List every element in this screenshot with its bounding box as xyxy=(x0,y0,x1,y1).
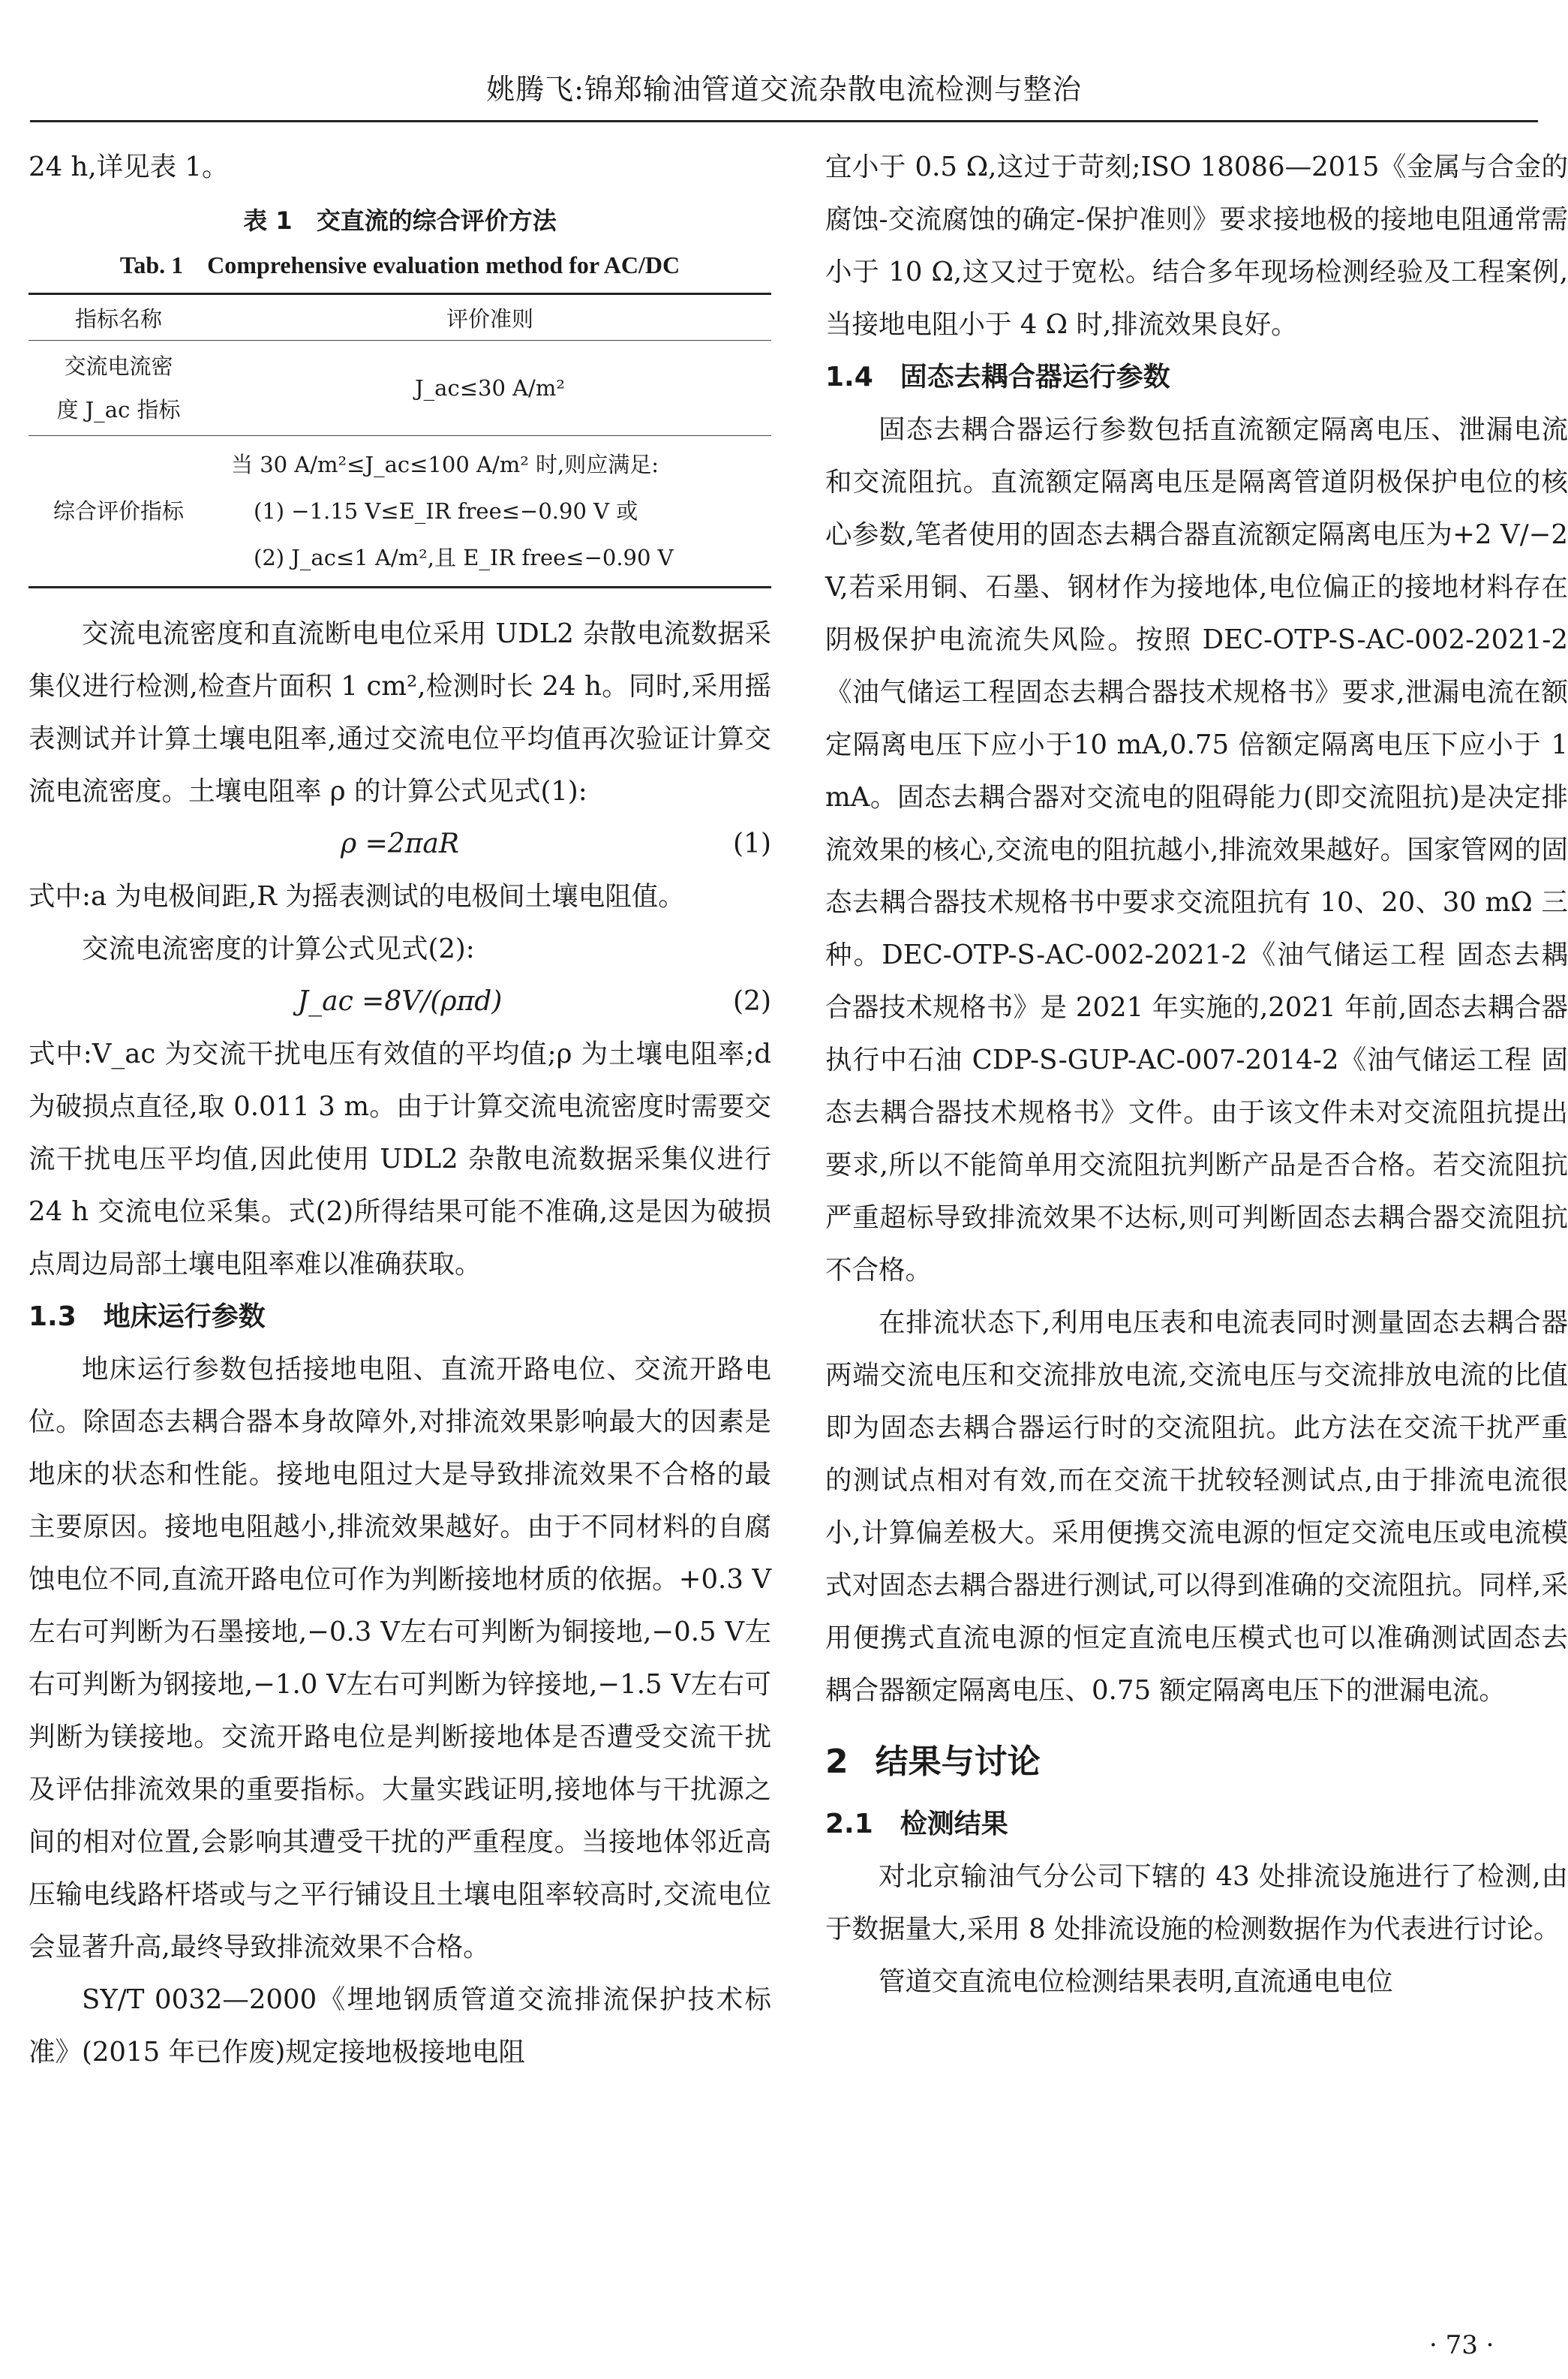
row2-criteria-line-1: 当 30 A/m²≤J_ac≤100 A/m² 时,则应满足: xyxy=(231,452,659,477)
table-row xyxy=(29,436,771,588)
paragraph: 地床运行参数包括接地电阻、直流开路电位、交流开路电位。除固态去耦合器本身故障外,对排流效果影响最大的因素是地床的状态和性能。接地电阻过大是导致排流效果不合格的最主要原因。接地电阻越小,排流效果越好。由于不同材料的自腐蚀电位不同,直流开路电位可作为判断接地材质的依据。+0.3 V左右可判断为石墨接地,−0.3 V左右可判断为铜接地,−0.5 V左右可判断为钢接地,−1.0 V左右可判断为锌接地,−1.5 V左右可判断为镁接地。交流开路电位是判断接地体是否遭受交流干扰及评估排流效果的重要指标。大量实践证明,接地体与干扰源之间的相对位置,会影响其遭受干扰的严重程度。当接地体邻近高压输电线路杆塔或与之平行铺设且土壤电阻率较高时,交流电位会显著升高,最终导致排流效果不合格。 xyxy=(29,1354,771,1962)
table-row xyxy=(29,341,771,436)
section-heading-2 xyxy=(825,1726,1568,1798)
table-caption-cn: 表 1 交直流的综合评价方法 xyxy=(243,206,557,235)
paragraph: 交流电流密度的计算公式见式(2): xyxy=(82,934,475,964)
formula-1-number: (1) xyxy=(733,829,771,859)
formula-2-expr: J_ac =8V/(ρπd) xyxy=(297,986,503,1017)
table-cell-criteria: J_ac≤30 A/m² xyxy=(415,375,565,401)
paragraph: 在排流状态下,利用电压表和电流表同时测量固态去耦合器两端交流电压和交流排放电流,交流电压与交流排放电流的比值即为固态去耦合器运行时的交流阻抗。此方法在交流干扰严重的测试点相对有效,而在交流干扰较轻测试点,由于排流电流很小,计算偏差极大。采用便携交流电源的恒定交流电压或电流模式对固态去耦合器进行测试,可以得到准确的交流阻抗。同样,采用便携式直流电源的恒定直流电压模式也可以准确测试固态去耦合器额定隔离电压、0.75 额定隔离电压下的泄漏电流。 xyxy=(825,1307,1568,1706)
paragraph: 式中:a 为电极间距,R 为摇表测试的电极间土壤电阻值。 xyxy=(29,881,685,912)
paragraph: 管道交直流电位检测结果表明,直流通电电位 xyxy=(879,1966,1393,1997)
section-heading-2-1 xyxy=(825,1798,1568,1851)
section-heading-1-3 xyxy=(29,1291,771,1343)
section-number: 2.1 xyxy=(825,1809,873,1839)
page-number: · 73 · xyxy=(1429,2330,1494,2360)
formula-1 xyxy=(29,818,771,871)
table-cell-name: 综合评价指标 xyxy=(53,498,184,524)
table-cell-criteria xyxy=(209,436,771,588)
section-number: 2 xyxy=(825,1743,849,1781)
paragraph: 式中:V_ac 为交流干扰电压有效值的平均值;ρ 为土壤电阻率;d 为破损点直径,取 0.011 3 m。由于计算交流电流密度时需要交流干扰电压平均值,因此使用 UDL2 杂散电流数据采集仪进行 24 h 交流电位采集。式(2)所得结果可能不准确,这是因为破损点周边局部土壤电阻率难以准确获取。 xyxy=(29,1039,771,1280)
running-header: 姚腾飞:锦郑输油管道交流杂散电流检测与整治 xyxy=(486,73,1082,106)
row1-name-line-b: 度 J_ac 指标 xyxy=(56,397,181,423)
paragraph: 固态去耦合器运行参数包括直流额定隔离电压、泄漏电流和交流阻抗。直流额定隔离电压是隔离管道阴极保护电位的核心参数,笔者使用的固态去耦合器直流额定隔离电压为+2 V/−2 V,若采用铜、石墨、钢材作为接地体,电位偏正的接地材料存在阴极保护电流流失风险。按照 DEC-OTP-S-AC-002-2021-2《油气储运工程固态去耦合器技术规格书》要求,泄漏电流在额定隔离电压下应小于10 mA,0.75 倍额定隔离电压下应小于 1 mA。固态去耦合器对交流电的阻碍能力(即交流阻抗)是决定排流效果的核心,交流电的阻抗越小,排流效果越好。国家管网的固态去耦合器技术规格书中要求交流阻抗有 10、20、30 mΩ 三种。DEC-OTP-S-AC-002-2021-2《油气储运工程 固态去耦合器技术规格书》是 2021 年实施的,2021 年前,固态去耦合器执行中石油 CDP-S-GUP-AC-007-2014-2《油气储运工程 固态去耦合器技术规格书》文件。由于该文件未对交流阻抗提出要求,所以不能简单用交流阻抗判断产品是否合格。若交流阻抗严重超标导致排流效果不达标,则可判断固态去耦合器交流阻抗不合格。 xyxy=(825,414,1568,1286)
paragraph: 交流电流密度和直流断电电位采用 UDL2 杂散电流数据采集仪进行检测,检查片面积 1 cm²,检测时长 24 h。同时,采用摇表测试并计算土壤电阻率,通过交流电位平均值再次验证计算交流电流密度。土壤电阻率 ρ 的计算公式见式(1): xyxy=(29,618,771,807)
evaluation-table xyxy=(29,293,771,588)
table-cell-name xyxy=(29,341,209,436)
section-number: 1.4 xyxy=(825,362,873,392)
section-title: 地床运行参数 xyxy=(103,1301,266,1332)
table-caption-en: Tab. 1 Comprehensive evaluation method for AC/DC xyxy=(119,251,680,278)
table-header-name: 指标名称 xyxy=(74,305,162,332)
intro-paragraph: 24 h,详见表 1。 xyxy=(29,152,229,182)
formula-2-number: (2) xyxy=(733,986,771,1017)
paragraph: SY/T 0032—2000《埋地钢质管道交流排流保护技术标准》(2015 年已作废)规定接地极接地电阻 xyxy=(29,1984,771,2068)
row2-criteria-line-2: (1) −1.15 V≤E_IR free≤−0.90 V 或 xyxy=(254,498,638,524)
paragraph: 宜小于 0.5 Ω,这过于苛刻;ISO 18086—2015《金属与合金的腐蚀-交流腐蚀的确定-保护准则》要求接地极的接地电阻通常需小于 10 Ω,这又过于宽松。结合多年现场检测经验及工程案例,当接地电阻小于 4 Ω 时,排流效果良好。 xyxy=(825,152,1568,340)
formula-2 xyxy=(29,976,771,1028)
section-heading-1-4 xyxy=(825,351,1568,404)
table-header-criteria: 评价准则 xyxy=(446,305,533,332)
section-number: 1.3 xyxy=(29,1301,77,1332)
row2-criteria-line-3: (2) J_ac≤1 A/m²,且 E_IR free≤−0.90 V xyxy=(254,545,674,570)
section-title: 结果与讨论 xyxy=(875,1743,1041,1781)
section-title: 检测结果 xyxy=(900,1809,1008,1839)
section-title: 固态去耦合器运行参数 xyxy=(900,362,1170,392)
header-rule xyxy=(30,120,1538,122)
left-column xyxy=(29,141,771,2079)
right-column xyxy=(825,141,1568,2008)
row1-name-line-a: 交流电流密 xyxy=(64,353,173,379)
formula-1-expr: ρ =2πaR xyxy=(341,829,459,859)
paragraph: 对北京输油气分公司下辖的 43 处排流设施进行了检测,由于数据量大,采用 8 处排流设施的检测数据作为代表进行讨论。 xyxy=(825,1861,1568,1944)
